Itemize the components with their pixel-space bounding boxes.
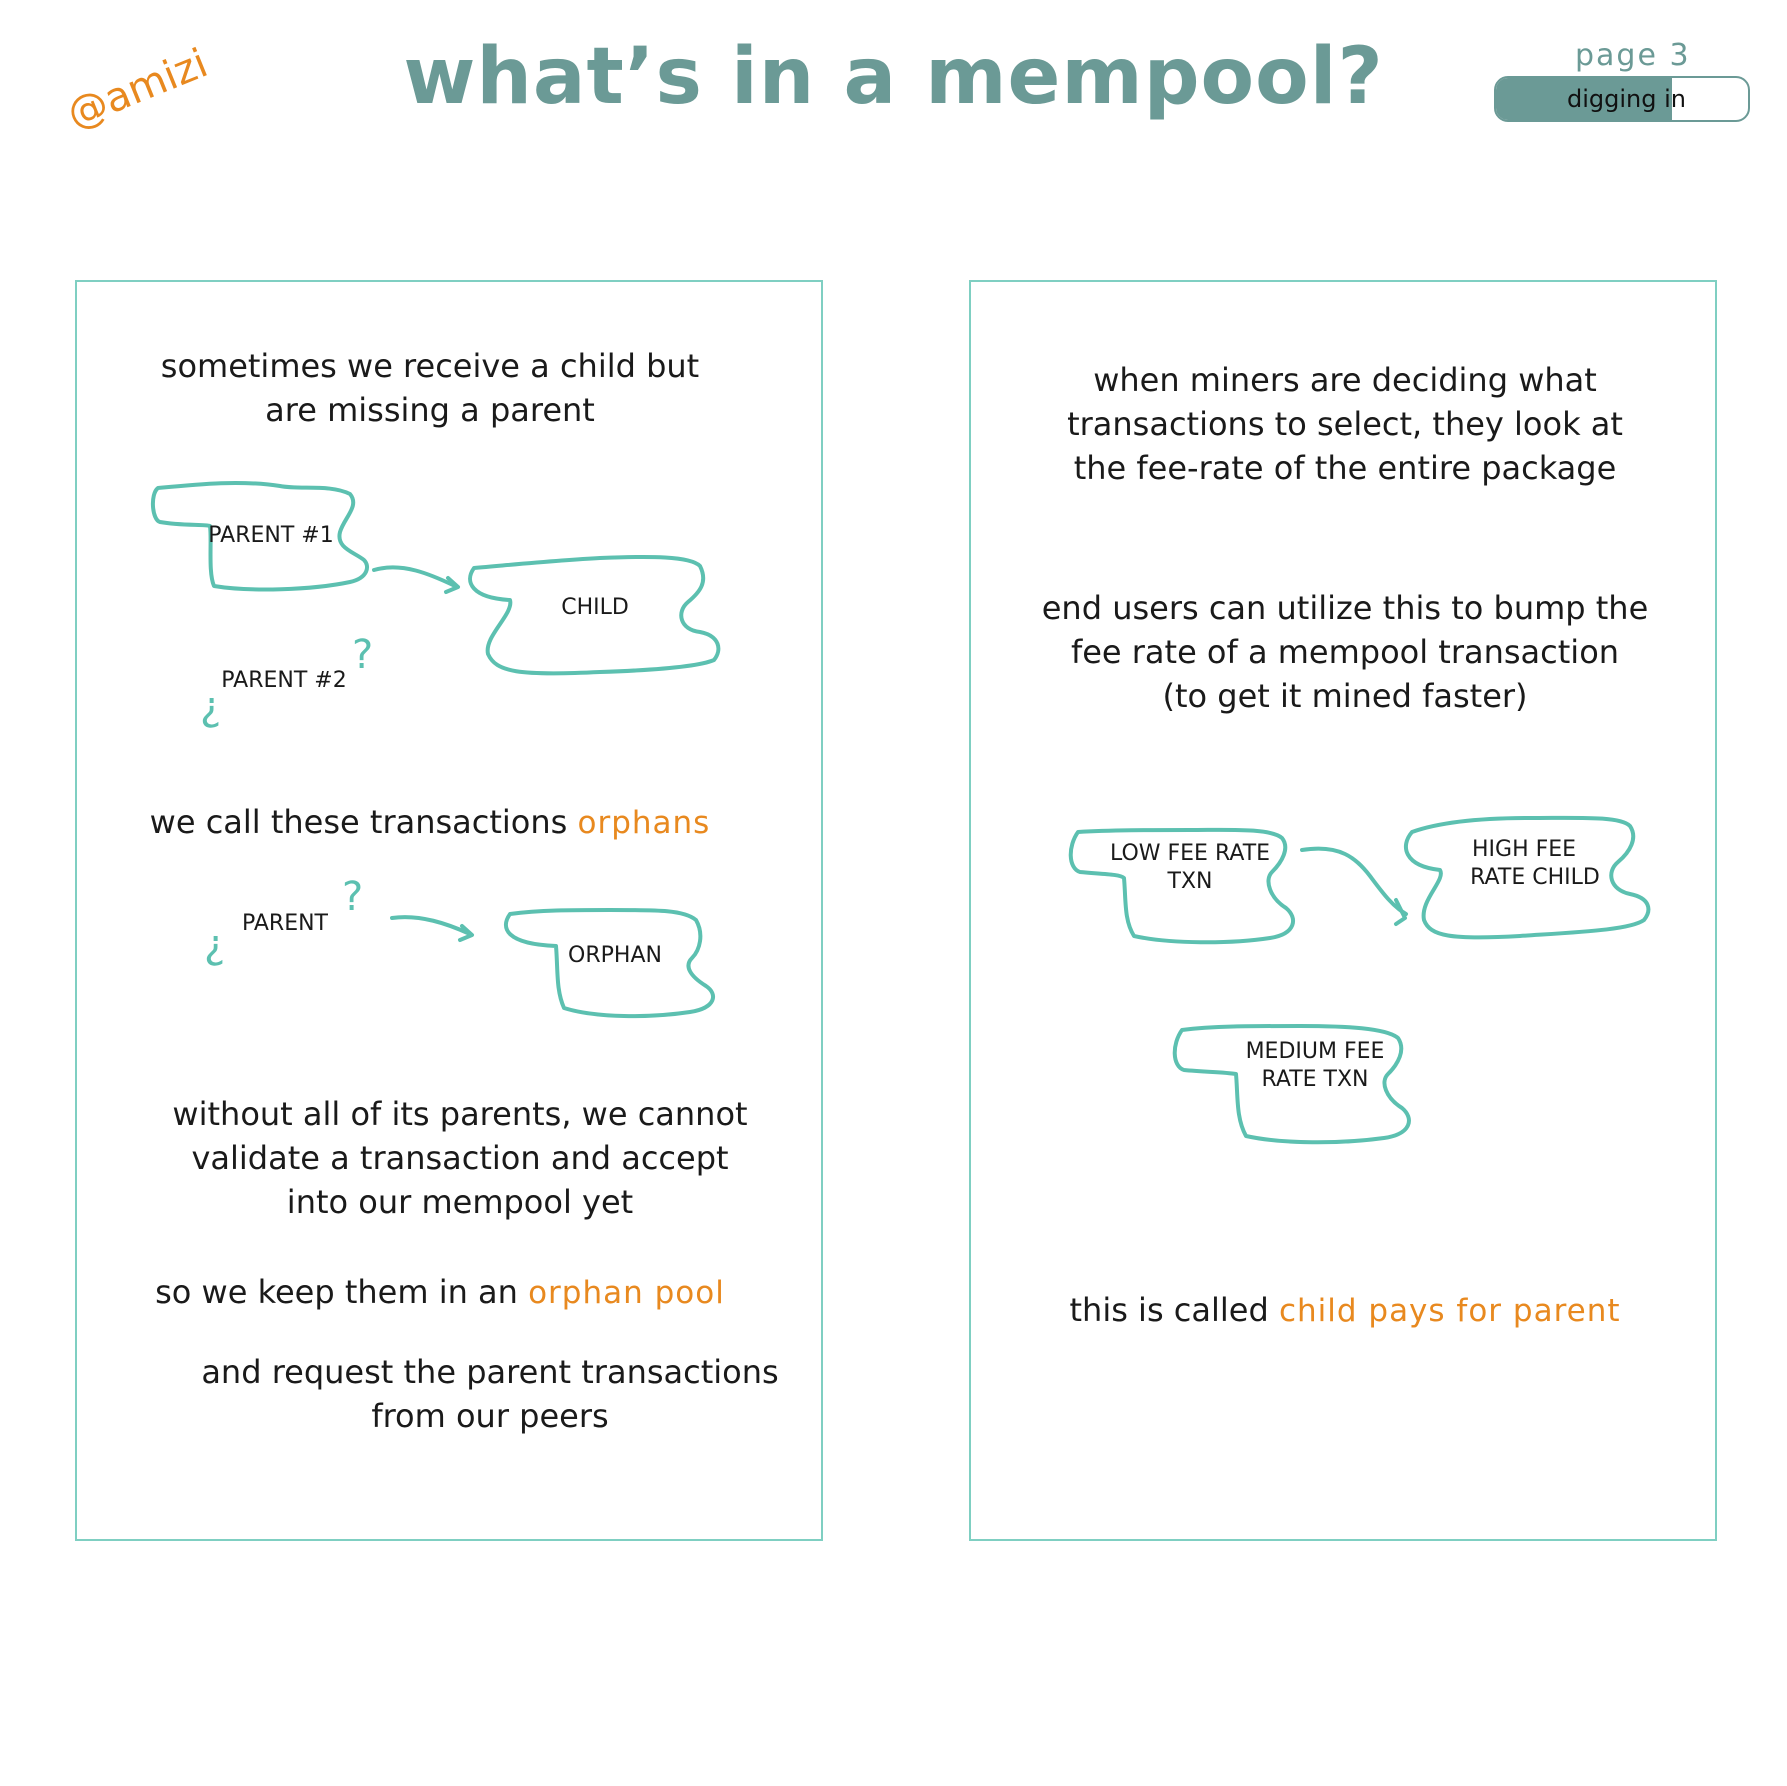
request-text (150, 1350, 830, 1438)
request-line-1: and request the parent transactions (201, 1353, 779, 1391)
validate-line-3: into our mempool yet (286, 1183, 634, 1221)
orphan-label: ORPHAN (568, 943, 662, 968)
low-fee-label (1105, 840, 1275, 896)
arrow-parent-orphan (392, 917, 470, 934)
users-text (1000, 586, 1690, 718)
high-fee-line-2: RATE CHILD (1470, 865, 1600, 890)
low-fee-line-2: TXN (1167, 869, 1213, 894)
keep-term: orphan pool (528, 1275, 725, 1311)
cpfp-text (1000, 1288, 1690, 1333)
miners-line-3: the fee-rate of the entire package (1073, 449, 1617, 487)
high-fee-line-1: HIGH FEE (1472, 837, 1577, 862)
medium-fee-line-1: MEDIUM FEE (1245, 1039, 1385, 1064)
medium-fee-label (1230, 1038, 1400, 1094)
question-mark-icon: ? (200, 688, 222, 734)
validate-text (120, 1092, 800, 1224)
request-line-2: from our peers (371, 1397, 609, 1435)
intro-line-1: sometimes we receive a child but (160, 347, 700, 385)
page-title: what’s in a mempool? (403, 32, 1384, 122)
author-handle: @amizi (60, 40, 215, 138)
orphans-term: orphans (577, 805, 711, 841)
low-fee-line-1: LOW FEE RATE (1109, 841, 1271, 866)
validate-line-2: validate a transaction and accept (191, 1139, 729, 1177)
called-prefix: this is called (1069, 1291, 1269, 1329)
progress-label: digging in (1567, 85, 1686, 113)
called-term: child pays for parent (1278, 1293, 1621, 1329)
question-mark-icon: ? (352, 632, 374, 678)
parent-label: PARENT (242, 911, 328, 936)
medium-fee-line-2: RATE TXN (1261, 1067, 1369, 1092)
orphans-text (120, 800, 740, 845)
keep-text (130, 1270, 750, 1315)
child-label: CHILD (561, 595, 629, 620)
validate-line-1: without all of its parents, we cannot (172, 1095, 748, 1133)
orphans-prefix: we call these transactions (149, 803, 568, 841)
miners-line-1: when miners are deciding what (1093, 361, 1597, 399)
miners-line-2: transactions to select, they look at (1067, 405, 1623, 443)
miners-text (1010, 358, 1680, 490)
users-line-1: end users can utilize this to bump the (1041, 589, 1649, 627)
question-mark-icon: ? (204, 926, 226, 972)
parent1-label: PARENT #1 (208, 523, 334, 548)
arrow-parent1-child (374, 567, 455, 586)
parent2-label: PARENT #2 (221, 668, 347, 693)
question-mark-icon: ? (342, 874, 364, 920)
users-line-2: fee rate of a mempool transaction (1070, 633, 1620, 671)
intro-line-2: are missing a parent (265, 391, 595, 429)
users-line-3: (to get it mined faster) (1162, 677, 1528, 715)
high-fee-label (1460, 836, 1610, 892)
page-number: page 3 (1575, 38, 1691, 73)
keep-prefix: so we keep them in an (155, 1273, 518, 1311)
